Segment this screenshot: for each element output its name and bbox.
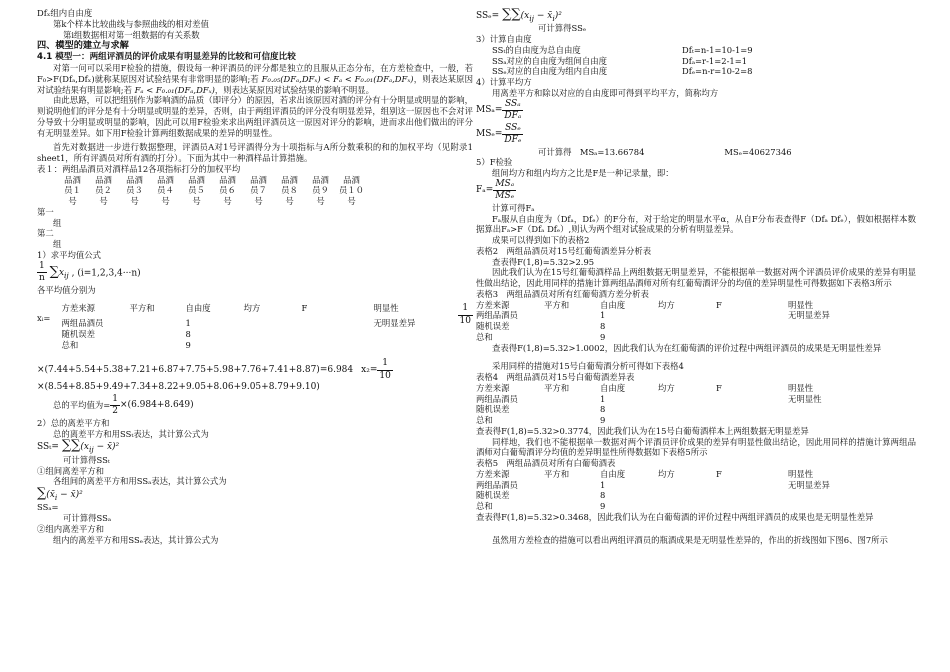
header-cell: 品酒 [343,174,360,185]
step-desc: 组间均方和组内均方之比是F是一种记录量，即： [492,168,674,179]
mse-formula: MSₑ= $\frac{\text{SSₑ}}{\text{DFₑ}}$ [476,122,522,146]
check-line: 查表得F(1,8)=5.32>1.0002，因此我们认为在红葡萄酒的评价过程中两组评酒员的成果是无明显性差异 [492,342,882,353]
header-cell: 号 [99,196,108,207]
cell: 8 [185,328,191,339]
result-line: 成果可以得到如下的表格2 [492,235,590,246]
header-cell: 品酒 [188,174,205,185]
df-line: SSₜ的自由度为总自由度 Dfₜ=n-1=10-1=9 [492,44,753,55]
header-cell: 员１０ [338,185,365,196]
cell: 1 [185,318,191,329]
step-desc: 各组间的离差平方和用SSₐ表达，其计算公式为 [53,476,227,487]
sum-line: ×(8.54+8.85+9.49+7.34+8.22+9.05+8.06+9.05+8.79+9.10) [37,382,320,393]
header-cell: 均方 [243,303,261,314]
header-cell: 品酒 [312,174,329,185]
sse-label: SSₑ= [476,11,500,21]
paragraph-text: ，则表达某原因对试验结果的影响不明显。 [214,84,374,95]
header-cell: 员４ [157,185,174,196]
sum-line [37,358,473,382]
ssa-formula: $\sum(x̄_i$ − x̄)² [37,486,83,502]
table-title: 表格3 两组品酒员对所有红葡萄酒方差分析表 [476,288,649,299]
header-cell: 员８ [281,185,298,196]
paragraph: Fₐ服从自由度为（Dfₐ，Dfₑ）的F分布，对于给定的明显水平α，从自F分布表查得F（Dfₐ Dfₑ），假如根据样本数据算出Fₐ>F（Dfₐ Dfₑ）,则认为两个组对试验成果的分析有明显差异。 [476,213,916,235]
step-heading: 4）计算平均方 [476,77,532,88]
average-expression: ×(6.984+8.649) [120,400,194,411]
anova-block [37,303,473,350]
header-cell: 品酒 [281,174,298,185]
row-label: 第一 [37,206,54,217]
row-label: 组 [53,217,62,228]
right-column [476,8,916,666]
header-cell: 员５ [188,185,205,196]
ms-result: 可计算得 MSₐ=13.66784 MSₑ=40627346 [538,146,792,157]
left-column [37,8,473,666]
check-line: 查表得F(1,8)=5.32>0.3774，因此我们认为在15号白葡萄酒样本上两组数据无明显差异 [476,425,809,436]
table-title: 表１：两组品酒员对酒样品12各项指标打分的加权平均 [37,163,241,174]
table-intro: 采用同样的措施对15号白葡萄酒分析可得如下表格4 [492,361,684,372]
ssa-label: SSₐ= [37,502,59,513]
table1-header [37,175,473,207]
anova-header-row [62,303,454,314]
header-cell: 号 [223,196,232,207]
calc-note: 可计算得SSₐ [63,513,112,524]
step-heading: 5）F检验 [476,157,513,168]
header-cell: 号 [316,196,325,207]
row-label: 第二 [37,228,54,239]
header-cell: 号 [254,196,263,207]
header-cell: 员２ [95,185,112,196]
definition-line: Dfₓ组内自由度 [37,8,93,18]
anova-row: 随机误差 8 [476,404,606,415]
fraction: $\frac{1}{10}$ [379,358,391,381]
x2-label: x₂= [361,364,378,375]
sub-heading: ②组内离差平方和 [37,523,104,534]
header-cell: 品酒 [250,174,267,185]
header-cell: 号 [68,196,77,207]
mean-formula: $\frac{1}{n}$ $\sum x_{ij}$ , (i=1,2,3,4···n) [39,260,141,284]
definition-line: 第k个样本比较曲线与参照曲线的相对差值 [53,18,209,29]
anova-header-row: 方差来源 平方和 自由度 均方 F 明显性 [476,382,814,393]
header-cell: 自由度 [185,303,211,314]
paragraph-text: ，则表达某原因对试验结果有明显影响;若 [37,73,473,95]
cell: 两组品酒员 [61,318,104,329]
header-cell: 方差来源 [61,303,96,314]
section-title: 四、模型的建立与求解 [37,40,129,52]
step-desc: 总的离差平方和用SSₜ表达，其计算公式为 [53,428,209,439]
anova-row: 总和 9 [476,415,606,426]
paragraph [37,63,473,95]
formula: F₀.₀₅(DFₐ,DFₓ) < Fₐ < F₀.₀₁(DFₐ,DFₓ) [261,73,414,84]
anova-row [62,318,454,329]
sum-expression: ×(7.44+5.54+5.38+7.21+6.87+7.75+5.98+7.76+7.41+8.87)=6.984 [37,364,354,375]
step-heading: 3）计算自由度 [476,34,532,45]
header-cell: 号 [130,196,139,207]
header-cell: 品酒 [64,174,81,185]
paragraph: 同样地，我们也不能根据单一数据对两个评酒员评价成果的差异有明显性做出结论，因此用同样的措施计算两组品酒师对白葡萄酒评分均值的差异明显性所得数据如下表格5所示 [476,436,916,458]
paragraph-text: 对第一问可以采用F检验的措施，假设每一种评酒员的评分都是独立的且服从正态分布，在方差检查中，一般，若F₀>F(Dfₐ,Dfₓ)就称某原因对试验结果有非常明显的影响;若 [37,63,473,84]
check-line: 查表得F(1,8)=5.32>0.3468，因此我们认为在白葡萄酒的评价过程中两组评酒员的成果也是无明显性差异 [476,511,874,522]
cell: 随机误差 [61,328,96,339]
sub-heading: ①组间离差平方和 [37,465,104,476]
msa-formula: MSₐ= $\frac{\text{SSₐ}}{\text{DFₐ}}$ [476,98,522,122]
step-desc: 组内的离差平方和用SSₑ表达，其计算公式为 [53,534,219,545]
anova-row: 两组品酒员 1 无明显性 [476,393,822,404]
fraction: $\frac{1}{2}$ [112,393,119,417]
paragraph: 首先对数据进一步进行数据整理，评酒员A对1号评酒得分为十项指标与A所分数乘积的和的加权平均（见附录1 sheet1，所有评酒员对所有酒的打分）。下面为其中一种酒样品计算措施。 [37,142,473,164]
xi-label: xᵢ= [37,313,51,324]
table-title: 表格4 两组品酒员对15号白葡萄酒差异表 [476,372,635,383]
step-heading: 1）求平均值公式 [37,249,101,260]
anova-row [62,329,454,340]
header-cell: 号 [192,196,201,207]
check-line: 查表得F(1,8)=5.32>2.95 [492,256,595,267]
anova-header-row: 方差来源 平方和 自由度 均方 F 明显性 [476,468,814,479]
header-cell: 员３ [126,185,143,196]
paragraph: 由此思路，可以把组别作为影响酒的品质（即评分）的原因，若求出该原因对酒的评分有十分明显或明显的影响，则说明他们的评分是有十分明显或明显的差异，否则，由于两组评酒员的评分没有明显差异，组别这一原因也不会对评分导致十分明显或明显的影响，因此可以用F检验来求出两组评酒员这一原因对评分的影响，进而求出他们做出的评分有无明显差异。如下用F检验计算两组数据成果的差异的明显性。 [37,95,473,138]
anova-header-row: 方差来源 平方和 自由度 均方 F 明显性 [476,299,814,310]
calc-note: 计算可得Fₐ [492,202,535,213]
header-cell: 明显性 [373,303,399,314]
model-title: 4.1 模型一：两组评酒员的评价成果有明显差异的比较和可信度比较 [37,52,296,63]
formula-tail: , (i=1,2,3,4···n) [71,268,141,279]
header-row [37,185,473,196]
cell: 9 [185,339,191,350]
header-cell: 员９ [312,185,329,196]
definition-line: 第i组数据相对第一组数据的有关系数 [63,29,200,40]
sse-formula: $SS_e= \sum\sum(x_{ij}$ − $x̄_i)^2$ [476,8,562,23]
header-cell: 员６ [219,185,236,196]
header-row [37,196,473,207]
anova-row: 总和 9 [476,501,606,512]
anova-row: 两组品酒员 1 无明显差异 [476,310,830,321]
header-cell: 品酒 [95,174,112,185]
average-label: 总的平均值为= [53,400,111,411]
df-line: SSₐ对应的自由度为组间自由度 Dfₐ=r-1=2-1=1 [492,55,748,66]
table-title: 表格2 两组品酒员对15号红葡萄酒差异分析表 [476,245,652,256]
header-cell: 员７ [250,185,267,196]
row-label: 组 [53,239,62,250]
calc-note: 可计算得SSₜ [63,454,110,465]
cell: 无明显差异 [373,318,416,329]
anova-row: 随机误差 8 [476,321,606,332]
header-cell: 品酒 [157,174,174,185]
formula: Fₐ < F₀.₀₁(DFₐ,DFₓ) [134,84,215,95]
header-cell: 品酒 [126,174,143,185]
average-line [37,394,473,418]
paragraph: 因此我们认为在15号红葡萄酒样品上两组数据无明显差异，不能根据单一数据对两个评酒员评价成果的差异有明显性做出结论，因此用同样的措施计算两组品酒师对所有红葡萄酒评分的均值的差异明显性可得数据如下表格3所示 [476,267,916,289]
header-cell: 员１ [64,185,81,196]
header-cell: 品酒 [219,174,236,185]
df-line: SSₑ对应的自由度为组内自由度 Dfₑ=n-r=10-2=8 [492,66,753,77]
anova-row: 随机误差 8 [476,490,606,501]
header-cell: 平方和 [129,303,155,314]
table-title: 表格5 两组品酒员对所有白葡萄酒表 [476,458,616,469]
step-desc: 用离差平方和除以对应的自由度即可得到平均平方，简称均方 [492,87,719,98]
cell: 总和 [61,339,79,350]
step-note: 各平均值分别为 [37,284,96,295]
sst-label: SSₜ= [37,442,59,453]
anova-row: 两组品酒员 1 无明显差异 [476,479,830,490]
anova-row [62,340,454,351]
calc-note: 可计算得SSₑ [538,23,587,34]
step-heading: 2）总的离差平方和 [37,417,110,428]
header-cell: 号 [347,196,356,207]
header-row [37,175,473,186]
header-cell: F [301,303,308,314]
fraction: $\frac{1}{10}$ [459,303,471,326]
sst-formula: $SS_t= \sum\sum(x_{ij}$ − x̄)² [37,438,120,455]
paragraph: 虽然用方差检查的措施可以看出两组评酒员的瓶酒成果是无明显性差异的，作出的折线图如下图6、图7所示 [492,534,888,545]
header-cell: 号 [285,196,294,207]
header-cell: 号 [161,196,170,207]
fa-formula: Fₐ= $\frac{\text{MSₐ}}{\text{MSₑ}}$ [476,178,515,202]
anova-row: 总和 9 [476,331,606,342]
